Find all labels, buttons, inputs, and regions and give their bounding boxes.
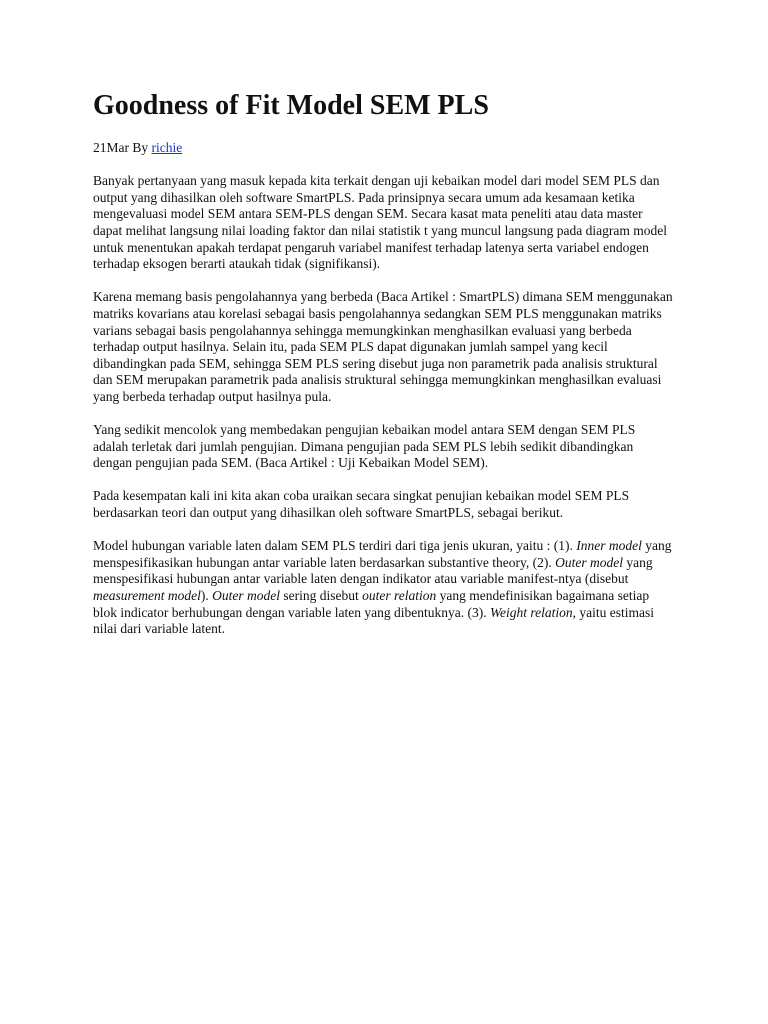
paragraph-5-text-3: yang menspesifikasi hubungan antar variable laten dengan indikator atau variable manifest-ntya (disebut bbox=[93, 554, 653, 587]
paragraph-5-text-4: ). bbox=[200, 588, 213, 604]
paragraph-1: Banyak pertanyaan yang masuk kepada kita terkait dengan uji kebaikan model dari model SEM PLS dan output yang dihasilkan oleh software SmartPLS. Pada prinsipnya secara umum ada kesamaan ketika mengevaluasi model SEM antara SEM-PLS dengan SEM. Secara kasat mata peneliti atau data master dapat melihat langsung nilai loading faktor dan nilai statistik t yang muncul langsung pada diagram model untuk menentukan apakah terdapat pengaruh variabel manifest terhadap latenya serta variabel endogen terhadap eksogen berarti ataukah tidak (signifikansi). bbox=[93, 173, 667, 272]
paragraph-5-text-1: Model hubungan variable laten dalam SEM PLS terdiri dari tiga jenis ukuran, yaitu : (1). bbox=[93, 538, 577, 554]
paragraph-4: Pada kesempatan kali ini kita akan coba uraikan secara singkat penujian kebaikan model SEM PLS berdasarkan teori dan output yang dihasilkan oleh software SmartPLS, sebagai berikut. bbox=[93, 488, 630, 521]
paragraph-3: Yang sedikit mencolok yang membedakan pengujian kebaikan model antara SEM dengan SEM PLS adalah terletak dari jumlah pengujian. Dimana pengujian pada SEM PLS lebih sedikit dibandingkan dengan pengujian pada SEM. (Baca Artikel : Uji Kebaikan Model SEM). bbox=[93, 422, 636, 471]
article-title: Goodness of Fit Model SEM PLS bbox=[93, 90, 489, 121]
term-inner-model: Inner model bbox=[576, 538, 642, 554]
paragraph-5-text-2: yang menspesifikasikan hubungan antar variable laten berdasarkan substantive theory, (2). bbox=[93, 538, 672, 570]
by-label: By bbox=[132, 140, 149, 155]
article-meta bbox=[93, 140, 673, 157]
paragraph-5-text-7: , yaitu estimasi nilai dari variable latent. bbox=[93, 604, 654, 637]
term-outer-relation: outer relation bbox=[362, 588, 437, 604]
post-date: 21Mar bbox=[93, 140, 129, 155]
paragraph-5 bbox=[93, 538, 673, 638]
paragraph-5-text-5: sering disebut bbox=[279, 588, 363, 604]
term-measurement-model: measurement model bbox=[93, 588, 201, 604]
paragraph-5-text-6: yang mendefinisikan bagaimana setiap blok indicator berhubungan dengan variable laten yang dibentuknya. (3). bbox=[93, 588, 650, 620]
author-link[interactable]: richie bbox=[151, 140, 183, 155]
term-weight-relation: Weight relation bbox=[490, 604, 573, 620]
term-outer-model-2: Outer model bbox=[212, 588, 280, 604]
paragraph-2: Karena memang basis pengolahannya yang berbeda (Baca Artikel : SmartPLS) dimana SEM menggunakan matriks kovarians atau korelasi sebagai basis pengolahannya sedangkan SEM PLS menggunakan matriks varians sebagai basis pengolahannya sehingga memungkinkan menghasilkan evaluasi yang berbeda terhadap output hasilnya. Selain itu, pada SEM PLS dapat digunakan jumlah sampel yang kecil dibandingkan pada SEM, sehingga SEM PLS sering disebut juga non parametrik pada analisis struktural dan SEM merupakan parametrik pada analisis struktural sehingga memungkinkan menghasilkan evaluasi yang berbeda terhadap output hasilnya pula. bbox=[93, 289, 673, 404]
term-outer-model: Outer model bbox=[555, 554, 623, 570]
article bbox=[93, 86, 673, 638]
